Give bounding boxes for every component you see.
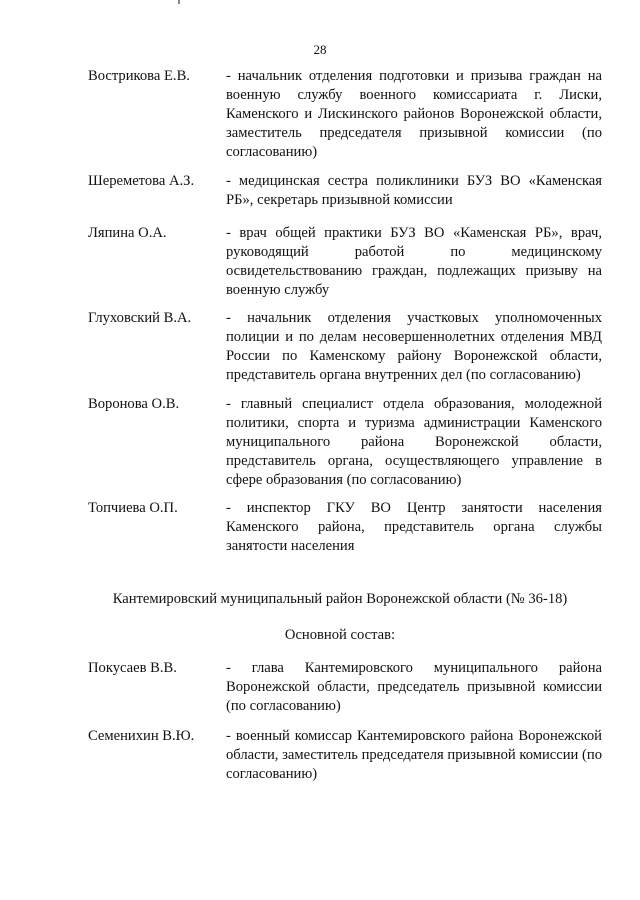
member-role: - военный комиссар Кантемировского района Воронежской области, заместитель председателя призывной комиссии (по согласованию) [226, 728, 602, 782]
member-role: - глава Кантемировского муниципального района Воронежской области, председатель призывной комиссии (по согласованию) [226, 660, 602, 714]
member-name: Глуховский В.А. [88, 310, 192, 326]
member-role: - главный специалист отдела образования, молодежной политики, спорта и туризма администрации Каменского муниципального района Воронежской области, представитель органа, осуществляющего управление в сфере образования (по согласованию) [226, 396, 602, 488]
member-name: Топчиева О.П. [88, 500, 178, 516]
member-name: Воронова О.В. [88, 396, 180, 412]
page-number: 28 [313, 42, 327, 57]
member-name: Покусаев В.В. [88, 660, 177, 676]
member-role: - врач общей практики БУЗ ВО «Каменская РБ», врач, руководящий работой по медицинскому освидетельствованию граждан, подлежащих призыву на военную службу [226, 225, 602, 298]
section-subheading: Основной состав: [284, 627, 396, 643]
scan-artifact [178, 0, 180, 4]
member-name: Шереметова А.З. [88, 173, 195, 189]
member-name: Ляпина О.А. [88, 225, 167, 241]
member-role: - инспектор ГКУ ВО Центр занятости населения Каменского района, представитель органа службы занятости населения [226, 500, 602, 554]
member-role: - начальник отделения участковых уполномоченных полиции и по делам несовершеннолетних отделения МВД России по Каменскому району Воронежской области, представитель органа внутренних дел (по согласованию) [226, 310, 602, 383]
member-role: - начальник отделения подготовки и призыва граждан на военную службу военного комиссариата г. Лиски, Каменского и Лискинского районов Воронежской области, заместитель председателя призывной комиссии (по согласованию) [226, 68, 602, 160]
member-name: Семенихин В.Ю. [88, 728, 195, 744]
section-heading: Кантемировский муниципальный район Воронежской области (№ 36-18) [112, 591, 568, 607]
member-role: - медицинская сестра поликлиники БУЗ ВО «Каменская РБ», секретарь призывной комиссии [226, 173, 602, 208]
member-name: Вострикова Е.В. [88, 68, 190, 84]
